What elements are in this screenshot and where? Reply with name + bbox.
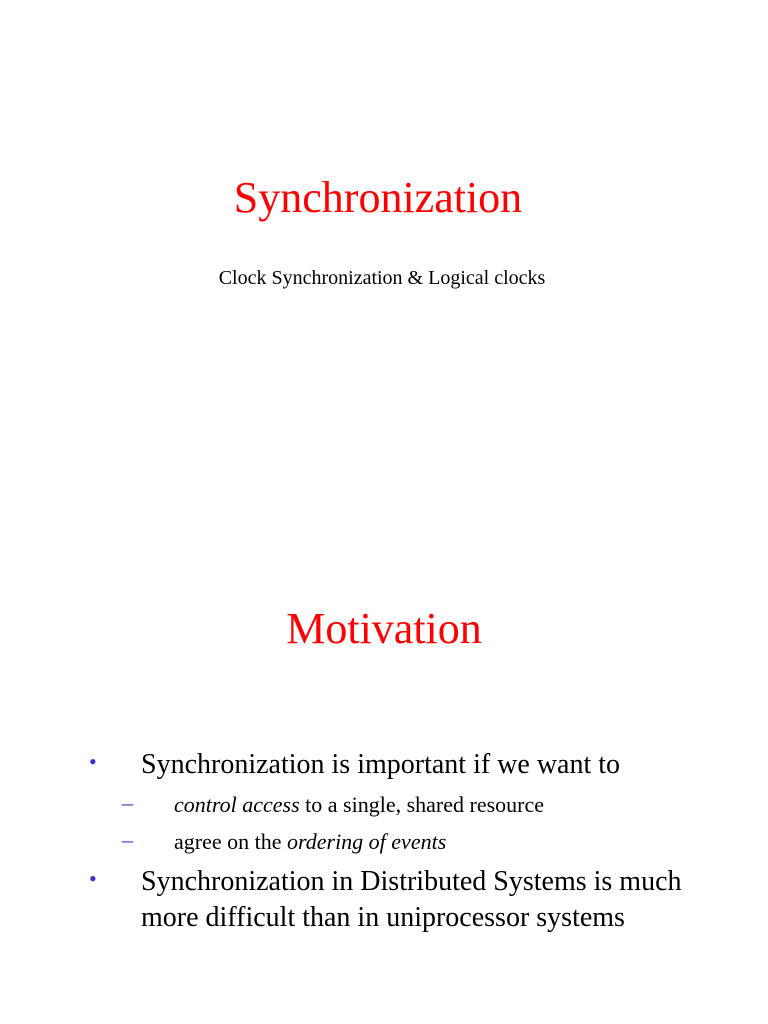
slide-title-motivation: Motivation bbox=[286, 604, 482, 653]
bullet-text: Synchronization is important if we want to bbox=[141, 749, 621, 780]
slide-title-synchronization: Synchronization bbox=[233, 173, 523, 222]
sub-bullet-emphasis: ordering of events bbox=[287, 829, 447, 854]
sub-bullet-text: to a single, shared resource bbox=[299, 792, 545, 817]
sub-bullet-text: agree on the bbox=[174, 829, 287, 854]
sub-bullet-item-2 bbox=[122, 827, 734, 856]
bullet-text-line-2: more difficult than in uniprocessor systems bbox=[141, 902, 625, 933]
slide-subtitle: Clock Synchronization & Logical clocks bbox=[218, 267, 546, 289]
bullet-marker: • bbox=[89, 749, 97, 774]
sub-bullet-marker: – bbox=[122, 827, 133, 852]
bullet-text-line-1: Synchronization in Distributed Systems is much bbox=[141, 866, 682, 897]
bullet-item-1 bbox=[89, 747, 741, 783]
bullet-marker: • bbox=[89, 866, 97, 891]
sub-bullet-marker: – bbox=[122, 790, 133, 815]
bullet-item-2 bbox=[89, 864, 741, 936]
sub-bullet-emphasis: control access bbox=[174, 792, 300, 817]
sub-bullet-item-1 bbox=[122, 790, 734, 819]
